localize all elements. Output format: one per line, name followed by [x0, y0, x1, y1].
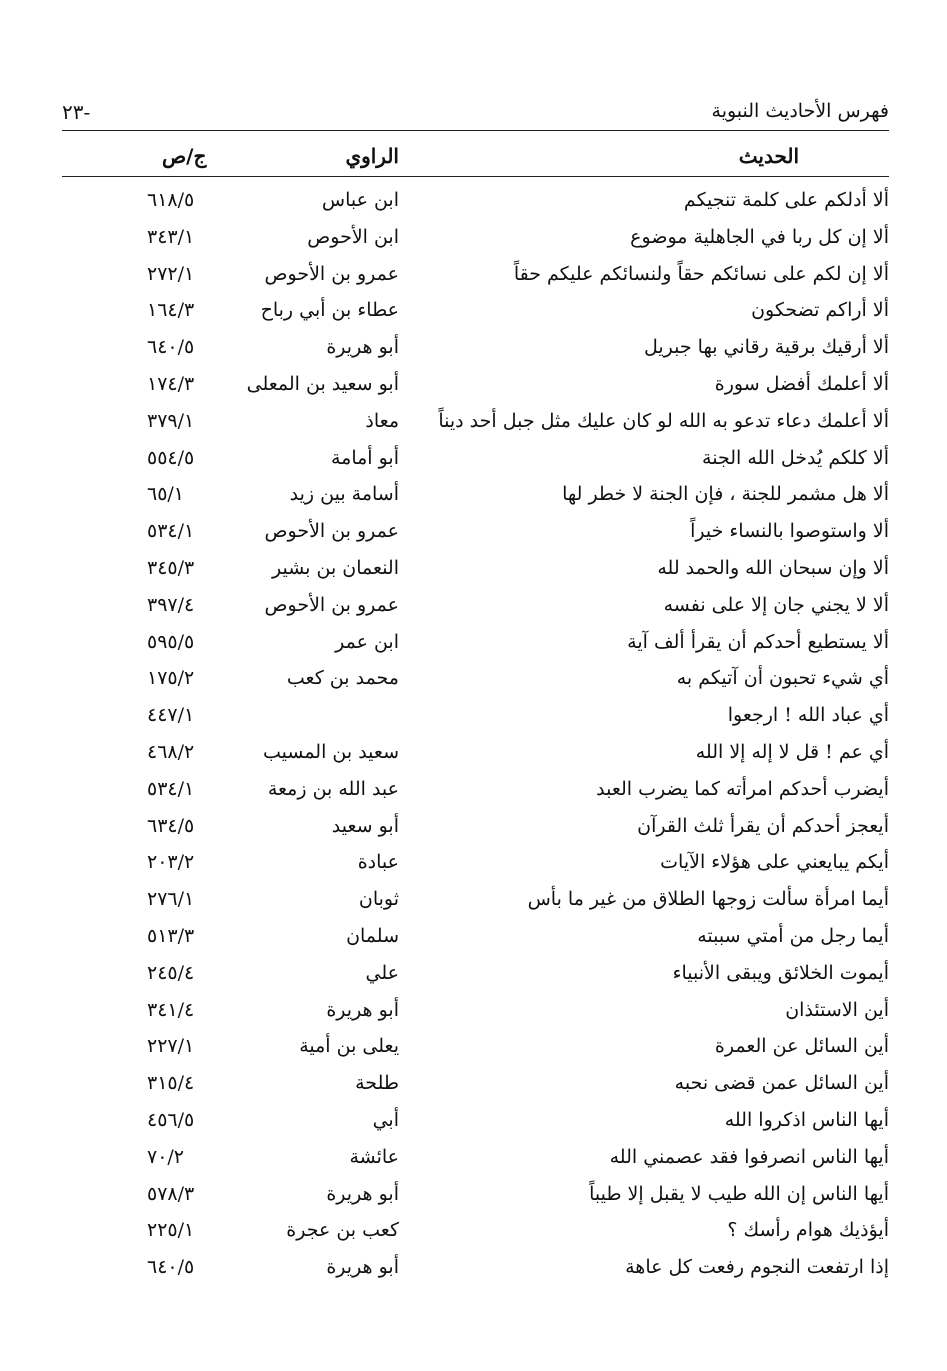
volume-page-ref: ٤٤٧/١: [147, 704, 195, 727]
narrator-name: ابن عباس: [321, 189, 399, 211]
hadith-text: أيموت الخلائق ويبقى الأنبياء: [672, 961, 889, 984]
hadith-text: أين الاستئذان: [785, 998, 889, 1021]
volume-page-ref: ٥٣٤/١: [147, 777, 195, 800]
table-row: [62, 1180, 889, 1217]
table-row: [62, 812, 889, 849]
narrator-name: أسامة بين زيد: [289, 483, 399, 506]
table-row: [62, 517, 889, 554]
narrator-name: عبد الله بن زمعة: [267, 777, 399, 800]
volume-page-ref: ٣٧٩/١: [147, 409, 195, 432]
hadith-text: ألا إن لكم على نسائكم حقاً ولنسائكم عليكم حقاً: [513, 262, 889, 285]
page-number: -٢٣: [62, 100, 91, 124]
hadith-text: ألا هل مشمر للجنة ، فإن الجنة لا خطر لها: [562, 483, 889, 506]
hadith-text: ألا واستوصوا بالنساء خيراً: [690, 520, 889, 543]
hadith-text: ألا أدلكم على كلمة تنجيكم: [683, 189, 889, 211]
hadith-text: أي عباد الله ! ارجعوا: [727, 704, 889, 727]
narrator-name: عمرو بن الأحوص: [264, 262, 399, 285]
hadith-text: ألا وإن سبحان الله والحمد لله: [657, 556, 889, 579]
volume-page-ref: ٢٧٢/١: [147, 262, 195, 285]
hadith-text: أيما رجل من أمتي سببته: [697, 924, 889, 947]
table-row: [62, 407, 889, 444]
hadith-text: ألا أراكم تضحكون: [751, 299, 889, 322]
volume-page-ref: ٢٠٣/٢: [147, 851, 195, 874]
narrator-name: ابن عمر: [335, 630, 399, 653]
narrator-name: عبادة: [357, 851, 399, 874]
column-header-reference: ج/ص: [162, 144, 207, 168]
table-row: [62, 296, 889, 333]
hadith-text: أين السائل عمن قضى نحبه: [674, 1072, 889, 1095]
table-row: [62, 775, 889, 812]
volume-page-ref: ٤٥٦/٥: [147, 1108, 195, 1131]
hadith-text: ألا أرقيك برقية رقاني بها جبريل: [643, 336, 889, 359]
table-row: [62, 1216, 889, 1253]
narrator-name: عمرو بن الأحوص: [264, 520, 399, 543]
hadith-text: ألا أعلمك دعاء تدعو به الله لو كان عليك مثل جبل أحد ديناً: [438, 409, 889, 432]
volume-page-ref: ٥٣٤/١: [147, 520, 195, 543]
table-row: [62, 260, 889, 297]
table-row: [62, 186, 889, 223]
table-row: [62, 922, 889, 959]
narrator-name: أبي: [372, 1108, 399, 1131]
volume-page-ref: ٥٩٥/٥: [147, 630, 195, 653]
index-table: [62, 186, 889, 1290]
table-row: [62, 738, 889, 775]
volume-page-ref: ١٧٥/٢: [147, 667, 195, 690]
hadith-text: أيؤذيك هوام رأسك ؟: [727, 1219, 889, 1242]
table-row: [62, 370, 889, 407]
page-header: [62, 98, 889, 131]
table-row: [62, 996, 889, 1033]
column-headers: [62, 138, 889, 177]
narrator-name: أبو هريرة: [326, 1256, 399, 1279]
hadith-text: أيضرب أحدكم امرأته كما يضرب العبد: [596, 777, 889, 800]
narrator-name: كعب بن عجرة: [286, 1219, 399, 1242]
narrator-name: علي: [365, 961, 399, 984]
volume-page-ref: ٧٠/٢: [147, 1145, 185, 1168]
narrator-name: معاذ: [365, 409, 399, 432]
narrator-name: أبو هريرة: [326, 1182, 399, 1205]
narrator-name: أبو سعيد: [331, 814, 399, 837]
table-row: [62, 554, 889, 591]
narrator-name: سلمان: [346, 924, 399, 947]
volume-page-ref: ٣٤١/٤: [147, 998, 195, 1021]
table-row: [62, 1069, 889, 1106]
hadith-text: ألا لا يجني جان إلا على نفسه: [663, 593, 889, 616]
volume-page-ref: ٣٤٣/١: [147, 225, 195, 248]
hadith-text: أيها الناس انصرفوا فقد عصمني الله: [609, 1145, 889, 1168]
narrator-name: أبو أمامة: [330, 446, 399, 469]
hadith-text: ألا أعلمك أفضل سورة: [714, 372, 889, 395]
table-row: [62, 480, 889, 517]
table-row: [62, 959, 889, 996]
table-row: [62, 701, 889, 738]
table-row: [62, 333, 889, 370]
volume-page-ref: ٢٢٥/١: [147, 1219, 195, 1242]
hadith-text: أيها الناس اذكروا الله: [724, 1108, 889, 1131]
column-header-narrator: الراوي: [345, 144, 399, 168]
table-row: [62, 1143, 889, 1180]
narrator-name: النعمان بن بشير: [272, 556, 399, 579]
hadith-text: أيها الناس إن الله طيب لا يقبل إلا طيباً: [589, 1182, 889, 1205]
narrator-name: عائشة: [349, 1145, 399, 1168]
volume-page-ref: ٦١٨/٥: [147, 189, 195, 211]
volume-page-ref: ٦٤٠/٥: [147, 1256, 195, 1279]
hadith-text: أي شيء تحبون أن آتيكم به: [676, 667, 889, 690]
hadith-text: ألا كلكم يُدخل الله الجنة: [702, 446, 889, 469]
hadith-text: أيما امرأة سألت زوجها الطلاق من غير ما بأس: [527, 888, 889, 911]
volume-page-ref: ٥١٣/٣: [147, 924, 195, 947]
narrator-name: يعلى بن أمية: [299, 1035, 399, 1058]
volume-page-ref: ١٧٤/٣: [147, 372, 195, 395]
narrator-name: سعيد بن المسيب: [262, 740, 399, 763]
narrator-name: أبو هريرة: [326, 336, 399, 359]
narrator-name: عطاء بن أبي رباح: [260, 299, 399, 322]
volume-page-ref: ٢٧٦/١: [147, 888, 195, 911]
hadith-text: أين السائل عن العمرة: [714, 1035, 889, 1058]
table-row: [62, 885, 889, 922]
volume-page-ref: ٣٤٥/٣: [147, 556, 195, 579]
volume-page-ref: ٣١٥/٤: [147, 1072, 195, 1095]
narrator-name: عمرو بن الأحوص: [264, 593, 399, 616]
hadith-text: ألا يستطيع أحدكم أن يقرأ ألف آية: [627, 630, 889, 653]
narrator-name: ثوبان: [358, 888, 399, 911]
volume-page-ref: ٦٥/١: [147, 483, 185, 506]
narrator-name: أبو سعيد بن المعلى: [246, 372, 399, 395]
table-row: [62, 628, 889, 665]
narrator-name: محمد بن كعب: [286, 667, 399, 690]
column-header-hadith: الحديث: [738, 144, 799, 168]
volume-page-ref: ١٦٤/٣: [147, 299, 195, 322]
hadith-text: ألا إن كل ربا في الجاهلية موضوع: [630, 225, 889, 248]
volume-page-ref: ٥٥٤/٥: [147, 446, 195, 469]
table-row: [62, 591, 889, 628]
table-row: [62, 223, 889, 260]
table-row: [62, 1253, 889, 1290]
table-row: [62, 848, 889, 885]
volume-page-ref: ٢٢٧/١: [147, 1035, 195, 1058]
table-row: [62, 1106, 889, 1143]
volume-page-ref: ٣٩٧/٤: [147, 593, 195, 616]
volume-page-ref: ٢٤٥/٤: [147, 961, 195, 984]
table-row: [62, 664, 889, 701]
table-row: [62, 1032, 889, 1069]
page-title: فهرس الأحاديث النبوية: [711, 100, 889, 122]
volume-page-ref: ٤٦٨/٢: [147, 740, 195, 763]
narrator-name: أبو هريرة: [326, 998, 399, 1021]
narrator-name: ابن الأحوص: [307, 225, 399, 248]
table-row: [62, 444, 889, 481]
volume-page-ref: ٥٧٨/٣: [147, 1182, 195, 1205]
volume-page-ref: ٦٤٠/٥: [147, 336, 195, 359]
narrator-name: طلحة: [355, 1072, 399, 1095]
hadith-text: أيعجز أحدكم أن يقرأ ثلث القرآن: [637, 814, 889, 837]
volume-page-ref: ٦٣٤/٥: [147, 814, 195, 837]
hadith-text: أي عم ! قل لا إله إلا الله: [695, 740, 889, 763]
hadith-text: إذا ارتفعت النجوم رفعت كل عاهة: [625, 1256, 889, 1279]
hadith-text: أيكم يبايعني على هؤلاء الآيات: [660, 851, 889, 874]
